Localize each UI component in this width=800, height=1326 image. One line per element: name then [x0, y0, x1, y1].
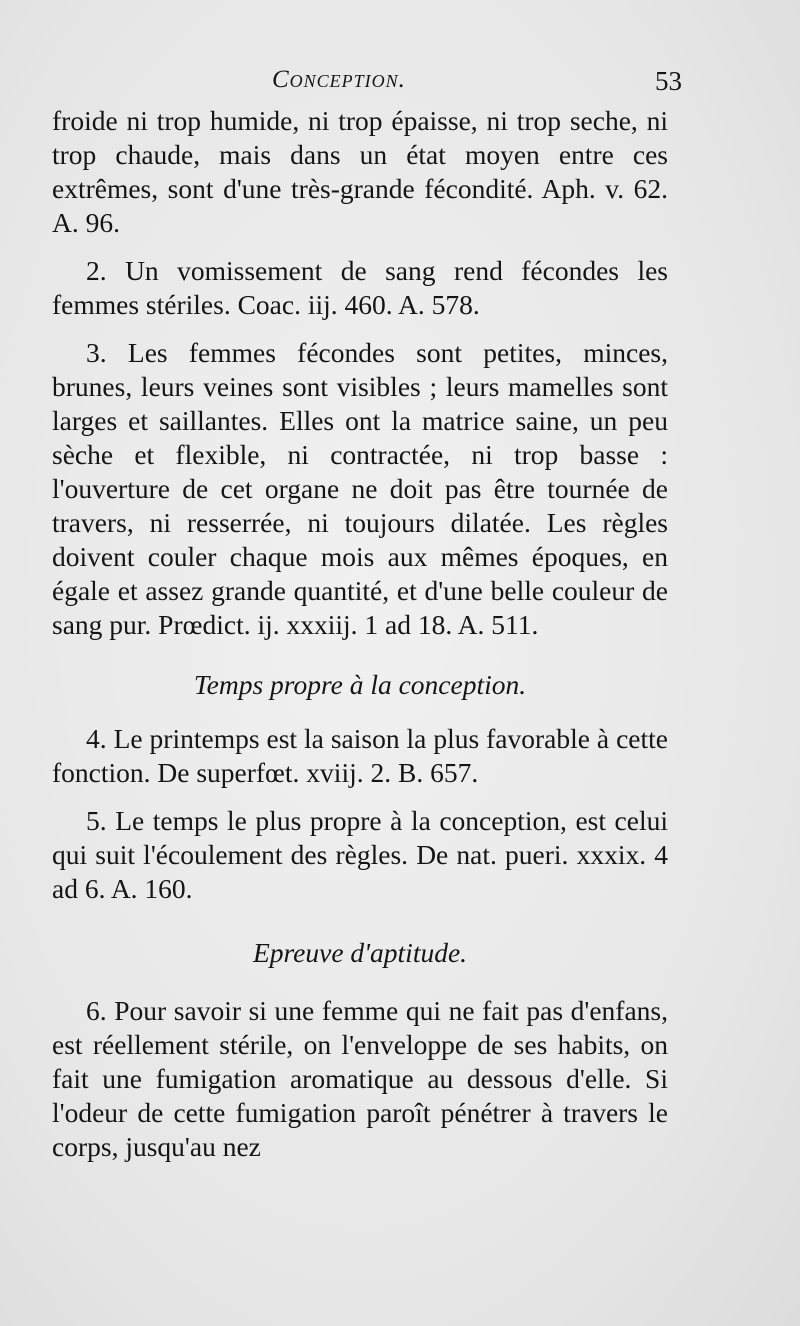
paragraph-continuation: froide ni trop humide, ni trop épaisse, ni trop seche, ni trop chaude, mais dans un état moyen entre ces extrêmes, sont d'une très-grande fécondité. Aph. v. 62. A. 96.	[52, 105, 668, 238]
running-title: Conception.	[272, 66, 406, 93]
body-text	[52, 104, 668, 1178]
section-heading-temps: Temps propre à la conception.	[193, 669, 527, 700]
paragraph-2: 2. Un vomissement de sang rend fécondes les femmes stériles. Coac. iij. 460. A. 578.	[52, 255, 668, 320]
page-header	[52, 66, 692, 106]
paragraph-6: 6. Pour savoir si une femme qui ne fait pas d'enfans, est réellement stérile, on l'enveloppe de ses habits, on fait une fumigation aromatique au dessous d'elle. Si l'odeur de cette fumigation paroît pénétrer à travers le corps, jusqu'au nez	[52, 995, 668, 1162]
paragraph-4: 4. Le printemps est la saison la plus favorable à cette fonction. De superfœt. xviij. 2. B. 657.	[52, 723, 668, 788]
paragraph-3: 3. Les femmes fécondes sont petites, minces, brunes, leurs veines sont visibles ; leurs mamelles sont larges et saillantes. Elles ont la matrice saine, un peu sèche et flexible, ni contractée, ni trop basse : l'ouverture de cet organe ne doit pas être tournée de travers, ni resserrée, ni toujours dilatée. Les règles doivent couler chaque mois aux mêmes époques, en égale et assez grande quantité, et d'une belle couleur de sang pur. Prœdict. ij. xxxiij. 1 ad 18. A. 511.	[52, 337, 668, 640]
page-number: 53	[655, 66, 682, 96]
section-heading-epreuve: Epreuve d'aptitude.	[252, 937, 468, 968]
paragraph-5: 5. Le temps le plus propre à la conception, est celui qui suit l'écoulement des règles. De nat. pueri. xxxix. 4 ad 6. A. 160.	[52, 805, 668, 904]
